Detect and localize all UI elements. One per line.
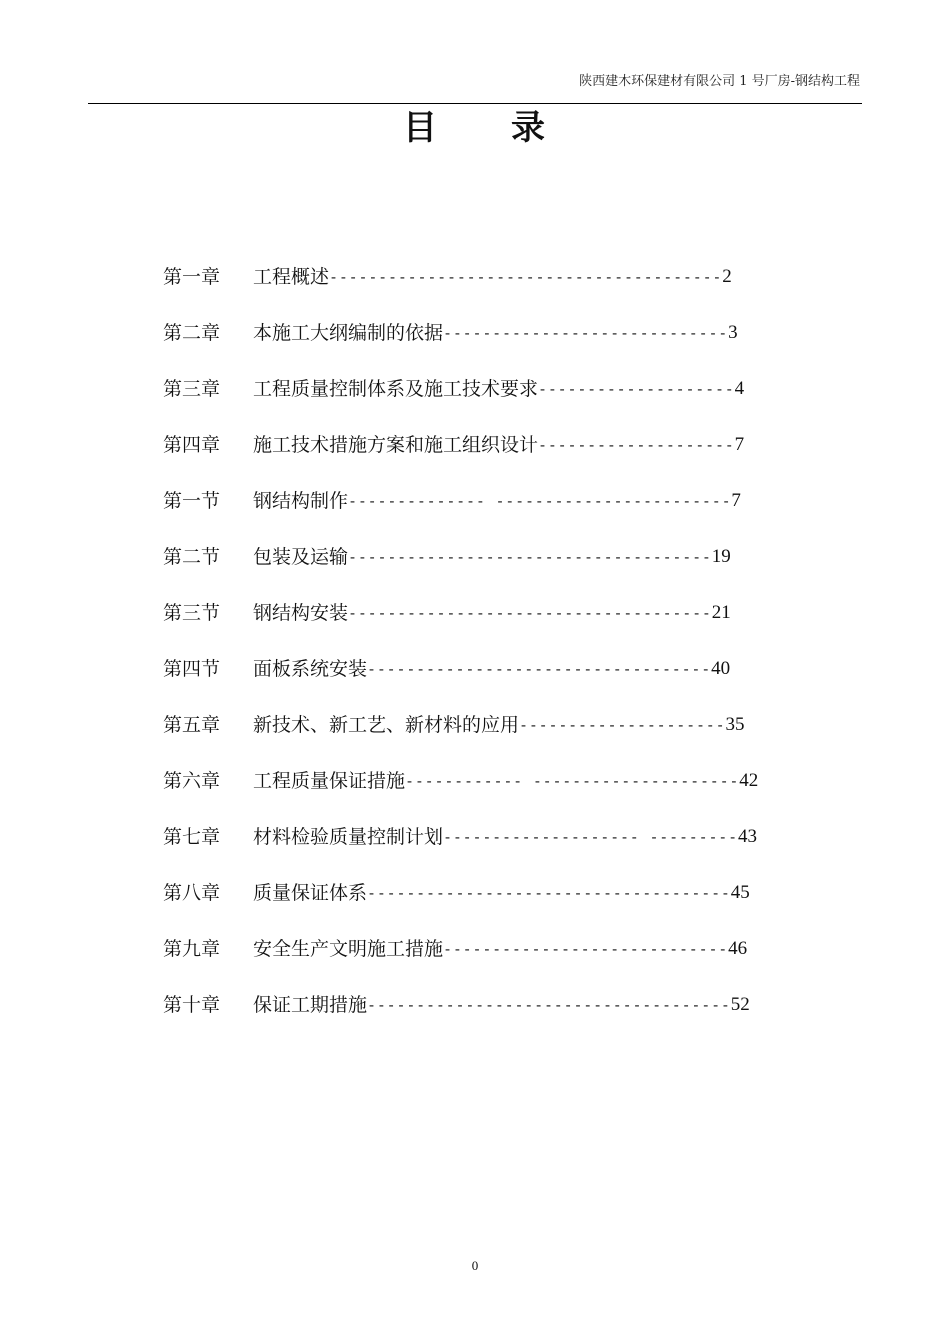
- toc-dot-leader: -------------------- ---------: [443, 828, 738, 846]
- toc-dot-leader: ------------ ---------------------: [405, 772, 740, 790]
- toc-entry[interactable]: [163, 372, 863, 428]
- toc-entry[interactable]: [163, 820, 863, 876]
- toc-dot-leader: -------------------------------------: [348, 604, 712, 622]
- toc-dot-leader: -------------------------------------: [348, 548, 712, 566]
- toc-chapter-label: 第二节: [163, 546, 221, 568]
- toc-chapter-label: 第七章: [163, 826, 221, 848]
- toc-chapter-label: 第四节: [163, 658, 221, 680]
- toc-entry-title: 材料检验质量控制计划: [253, 826, 444, 848]
- toc-dot-leader: ----------------------------------------: [329, 268, 723, 286]
- toc-entry-title: 质量保证体系: [253, 882, 368, 904]
- toc-entry-title: 面板系统安装: [253, 658, 368, 680]
- toc-chapter-label: 第九章: [163, 938, 221, 960]
- toc-entry[interactable]: [163, 708, 863, 764]
- toc-chapter-label: 第一章: [163, 266, 221, 288]
- toc-dot-leader: -------------- ------------------------: [348, 492, 732, 510]
- toc-entry[interactable]: [163, 764, 863, 820]
- toc-entry[interactable]: [163, 428, 863, 484]
- toc-page-number: 40: [711, 658, 731, 679]
- running-header: 陕西建木环保建材有限公司 1 号厂房-钢结构工程: [579, 74, 860, 89]
- toc-chapter-label: 第六章: [163, 770, 221, 792]
- toc-dot-leader: -----------------------------------: [367, 660, 712, 678]
- toc-dot-leader: --------------------: [538, 380, 735, 398]
- toc-chapter-label: 第三章: [163, 378, 221, 400]
- toc-page-number: 21: [711, 602, 731, 623]
- toc-dot-leader: --------------------: [538, 436, 735, 454]
- toc-page-number: 7: [734, 434, 745, 455]
- toc-chapter-label: 第二章: [163, 322, 221, 344]
- toc-entry-title: 包装及运输: [253, 546, 349, 568]
- toc-chapter-label: 第八章: [163, 882, 221, 904]
- toc-entry[interactable]: [163, 260, 863, 316]
- toc-chapter-label: 第十章: [163, 994, 221, 1016]
- toc-page-number: 3: [728, 322, 738, 343]
- toc-dot-leader: -------------------------------------: [367, 996, 731, 1014]
- toc-entry[interactable]: [163, 484, 863, 540]
- toc-page-number: 2: [722, 266, 732, 287]
- toc-dot-leader: ---------------------: [519, 716, 726, 734]
- toc-entry[interactable]: [163, 540, 863, 596]
- toc-entry-title: 保证工期措施: [253, 994, 368, 1016]
- toc-page-number: 4: [734, 378, 745, 399]
- toc-entry-title: 本施工大纲编制的依据: [253, 322, 444, 344]
- toc-entry-title: 钢结构安装: [253, 602, 349, 624]
- table-of-contents: [163, 260, 863, 1044]
- toc-page-number: 45: [730, 882, 750, 903]
- toc-entry[interactable]: [163, 876, 863, 932]
- toc-entry[interactable]: [163, 652, 863, 708]
- toc-chapter-label: 第四章: [163, 434, 221, 456]
- toc-entry-title: 新技术、新工艺、新材料的应用: [253, 714, 520, 736]
- toc-dot-leader: -----------------------------: [443, 324, 729, 342]
- toc-chapter-label: 第五章: [163, 714, 221, 736]
- toc-page-number: 46: [728, 938, 748, 959]
- toc-entry[interactable]: [163, 596, 863, 652]
- toc-entry-title: 工程质量控制体系及施工技术要求: [253, 378, 539, 400]
- toc-entry-title: 工程质量保证措施: [253, 770, 406, 792]
- toc-page-number: 43: [737, 826, 757, 847]
- toc-entry-title: 工程概述: [253, 266, 330, 288]
- toc-page-number: 52: [730, 994, 750, 1015]
- toc-chapter-label: 第一节: [163, 490, 221, 512]
- page-number: 0: [471, 1258, 479, 1273]
- toc-dot-leader: -----------------------------: [443, 940, 729, 958]
- toc-page-number: 19: [711, 546, 731, 567]
- toc-entry[interactable]: [163, 316, 863, 372]
- toc-page-number: 7: [731, 490, 741, 511]
- toc-chapter-label: 第三节: [163, 602, 221, 624]
- toc-entry-title: 钢结构制作: [253, 490, 349, 512]
- toc-page-number: 35: [725, 714, 745, 735]
- toc-entry[interactable]: [163, 932, 863, 988]
- toc-entry-title: 施工技术措施方案和施工组织设计: [253, 434, 539, 456]
- toc-page-number: 42: [739, 770, 759, 791]
- toc-entry[interactable]: [163, 988, 863, 1044]
- page-title: 目 录: [403, 108, 547, 148]
- toc-dot-leader: -------------------------------------: [367, 884, 731, 902]
- toc-entry-title: 安全生产文明施工措施: [253, 938, 444, 960]
